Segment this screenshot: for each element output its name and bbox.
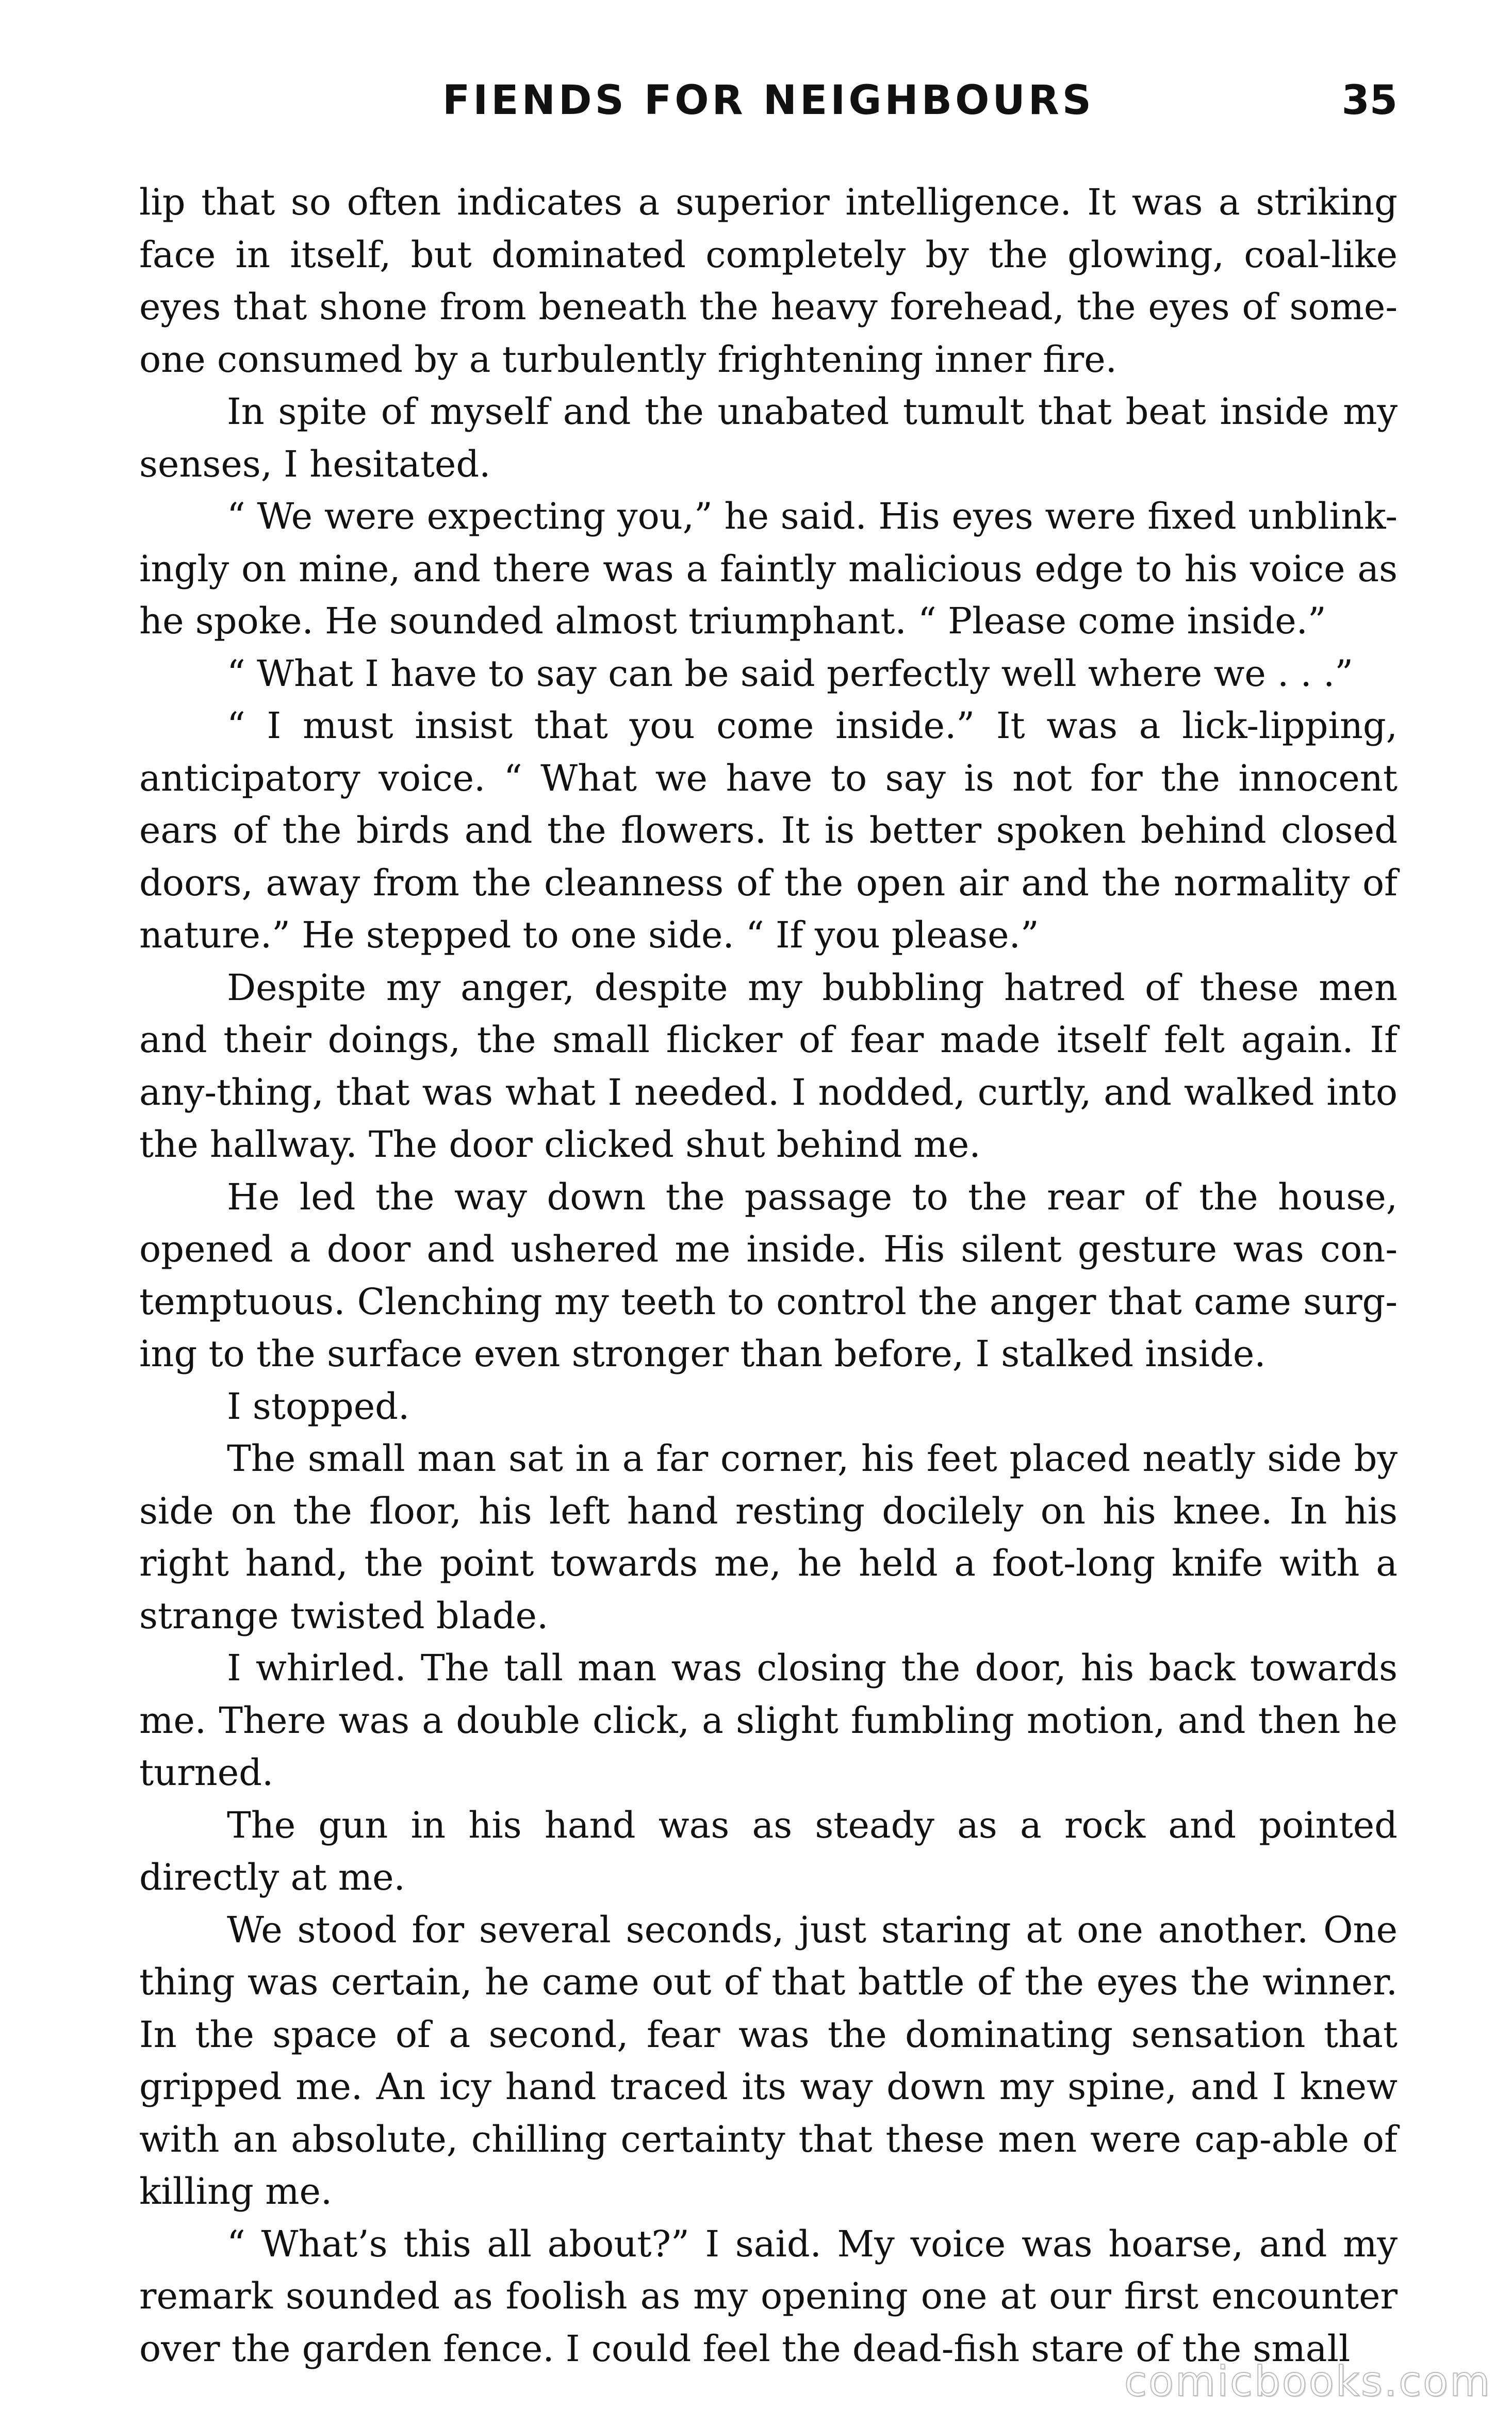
running-title: FIENDS FOR NEIGHBOURS bbox=[442, 77, 1094, 124]
paragraph-4: “ What I have to say can be said perfectly well where we . . .” bbox=[227, 652, 1354, 695]
paragraph-9: The small man sat in a far corner, his feet placed neatly side by side on the floor, his left hand resting docilely on his knee. In his right hand, the point towards me, he held a foot-long knife with a strange twisted blade. bbox=[139, 1437, 1398, 1637]
paragraph-2: In spite of myself and the unabated tumult that beat inside my senses, I hesitated. bbox=[139, 390, 1398, 485]
paragraph-1: lip that so often indicates a superior intelligence. It was a striking face in itself, but dominated completely by the glowing, coal-like eyes that shone from beneath the heavy forehead, the eyes of some-one consumed by a turbulently frightening inner fire. bbox=[139, 181, 1398, 381]
paragraph-13: “ What’s this all about?” I said. My voice was hoarse, and my remark sounded as foolish as my opening one at our first encounter over the garden fence. I could feel the dead-fish stare of the small bbox=[139, 2222, 1398, 2370]
page-number: 35 bbox=[1341, 77, 1398, 124]
body-text bbox=[139, 176, 1398, 2375]
paragraph-5: “ I must insist that you come inside.” It was a lick-lipping, anticipatory voice. “ What we have to say is not for the innocent ears of the birds and the flowers. It is better spoken behind closed doors, away from the cleanness of the open air and the normality of nature.” He stepped to one side. “ If you please.” bbox=[139, 705, 1398, 956]
paragraph-3: “ We were expecting you,” he said. His eyes were fixed unblink-ingly on mine, and there was a faintly malicious edge to his voice as he spoke. He sounded almost triumphant. “ Please come inside.” bbox=[139, 495, 1398, 642]
paragraph-10: I whirled. The tall man was closing the door, his back towards me. There was a double click, a slight fumbling motion, and then he turned. bbox=[139, 1647, 1398, 1794]
watermark: comicbooks.com bbox=[1124, 2357, 1491, 2405]
paragraph-12: We stood for several seconds, just staring at one another. One thing was certain, he came out of that battle of the eyes the winner. In the space of a second, fear was the dominating sensation that gripped me. An icy hand traced its way down my spine, and I knew with an absolute, chilling certainty that these men were cap-able of killing me. bbox=[139, 1908, 1398, 2213]
running-head bbox=[139, 72, 1398, 129]
paragraph-11: The gun in his hand was as steady as a rock and pointed directly at me. bbox=[139, 1804, 1398, 1898]
paragraph-7: He led the way down the passage to the rear of the house, opened a door and ushered me inside. His silent gesture was con-temptuous. Clenching my teeth to control the anger that came surg-ing to the surface even stronger than before, I stalked inside. bbox=[139, 1175, 1398, 1375]
paragraph-8: I stopped. bbox=[227, 1385, 410, 1428]
paragraph-6: Despite my anger, despite my bubbling hatred of these men and their doings, the small flicker of fear made itself felt again. If any-thing, that was what I needed. I nodded, curtly, and walked into the hallway. The door clicked shut behind me. bbox=[139, 966, 1398, 1166]
